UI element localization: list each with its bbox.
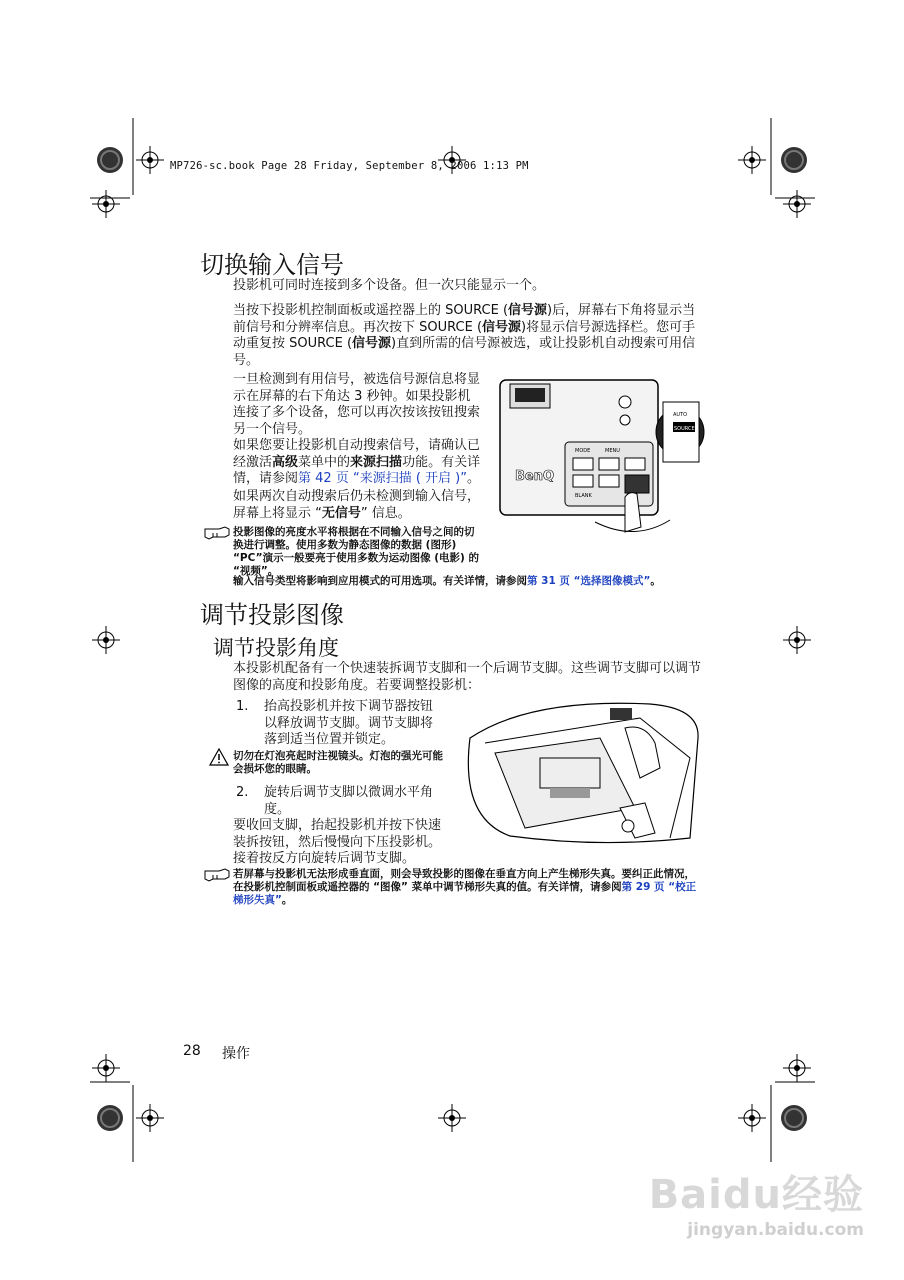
note-brightness: 投影图像的亮度水平将根据在不同输入信号之间的切换进行调整。使用多数为静态图像的数据 (图形) “PC”演示一般要亮于使用多数为运动图像 (电影) 的 “视频”。	[233, 526, 479, 577]
paragraph-source-button: 当按下投影机控制面板或遥控器上的 SOURCE (信号源)后，屏幕右下角将显示当前信号和分辨率信息。再次按下 SOURCE (信号源)将显示信号源选择栏。您可手动重复按 SOURCE (信号源)直到所需的信号源被选，或让投影机自动搜索可用信号。	[233, 303, 696, 368]
svg-text:SOURCE: SOURCE	[674, 426, 695, 432]
step-1-number: 1.	[236, 699, 249, 714]
svg-text:BLANK: BLANK	[575, 493, 592, 499]
paragraph-intro: 投影机可同时连接到多个设备。但一次只能显示一个。	[233, 278, 546, 293]
svg-text:MODE: MODE	[575, 448, 591, 454]
warning-lamp: 切勿在灯泡亮起时注视镜头。灯泡的强光可能会损坏您的眼睛。	[233, 750, 443, 775]
paragraph-signal-detected: 一旦检测到有用信号，被选信号源信息将显示在屏幕的右下角达 3 秒钟。如果投影机连接了多个设备，您可以再次按该按钮搜索另一个信号。	[233, 372, 481, 437]
note-input-type: 输入信号类型将影响到应用模式的可用选项。有关详情，请参阅第 31 页 “选择图像模式”。	[233, 575, 661, 587]
link-picture-mode[interactable]: 第 31 页 “选择图像模式”	[527, 575, 651, 587]
subsection-title-adjust-angle: 调节投影角度	[213, 636, 339, 660]
projector-foot-adjuster-illustration	[450, 698, 705, 848]
step-2-number: 2.	[236, 785, 249, 800]
watermark-brand: Baidu经验	[648, 1172, 864, 1218]
page-number: 28	[183, 1043, 201, 1059]
section-title-adjust-image: 调节投影图像	[200, 601, 344, 629]
note-keystone: 若屏幕与投影机无法形成垂直面，则会导致投影的图像在垂直方向上产生梯形失真。要纠正此情况，在投影机控制面板或遥控器的 “图像” 菜单中调节梯形失真的值。有关详情，请参阅第 29 页 “校正梯形失真”。	[233, 868, 697, 906]
link-source-scan[interactable]: 第 42 页 “来源扫描 ( 开启 )”	[298, 471, 467, 486]
paragraph-no-signal: 如果两次自动搜索后仍未检测到输入信号，屏幕上将显示 “无信号” 信息。	[233, 489, 481, 521]
baidu-watermark	[649, 1163, 864, 1240]
section-title-switch-input: 切换输入信号	[200, 251, 344, 279]
svg-text:AUTO: AUTO	[673, 412, 688, 418]
watermark-url: jingyan.baidu.com	[687, 1220, 864, 1240]
step-2-text: 旋转后调节支脚以微调水平角度。	[264, 785, 434, 817]
svg-text:BenQ: BenQ	[515, 469, 555, 484]
warning-icon	[209, 748, 229, 766]
book-header-line: MP726-sc.book Page 28 Friday, September 8, 2006 1:13 PM	[170, 160, 529, 172]
note-hand-icon	[203, 525, 231, 541]
footer-section-name: 操作	[222, 1046, 250, 1062]
link-keystone[interactable]: 第 29 页 “校正梯形失真”	[233, 881, 697, 906]
projector-control-panel-illustration	[495, 372, 707, 542]
paragraph-retract-feet: 要收回支脚，抬起投影机并按下快速装拆按钮，然后慢慢向下压投影机。接着按反方向旋转后调节支脚。	[233, 818, 442, 866]
note-hand-icon	[203, 867, 231, 883]
step-1-text: 抬高投影机并按下调节器按钮以释放调节支脚。调节支脚将落到适当位置并锁定。	[264, 699, 434, 747]
paragraph-adjust-feet: 本投影机配备有一个快速装拆调节支脚和一个后调节支脚。这些调节支脚可以调节图像的高度和投影角度。若要调整投影机：	[233, 661, 702, 693]
paragraph-auto-search: 如果您要让投影机自动搜索信号，请确认已经激活高级菜单中的来源扫描功能。有关详情，请参阅第 42 页 “来源扫描 ( 开启 )”。	[233, 438, 481, 486]
svg-text:MENU: MENU	[605, 448, 620, 454]
